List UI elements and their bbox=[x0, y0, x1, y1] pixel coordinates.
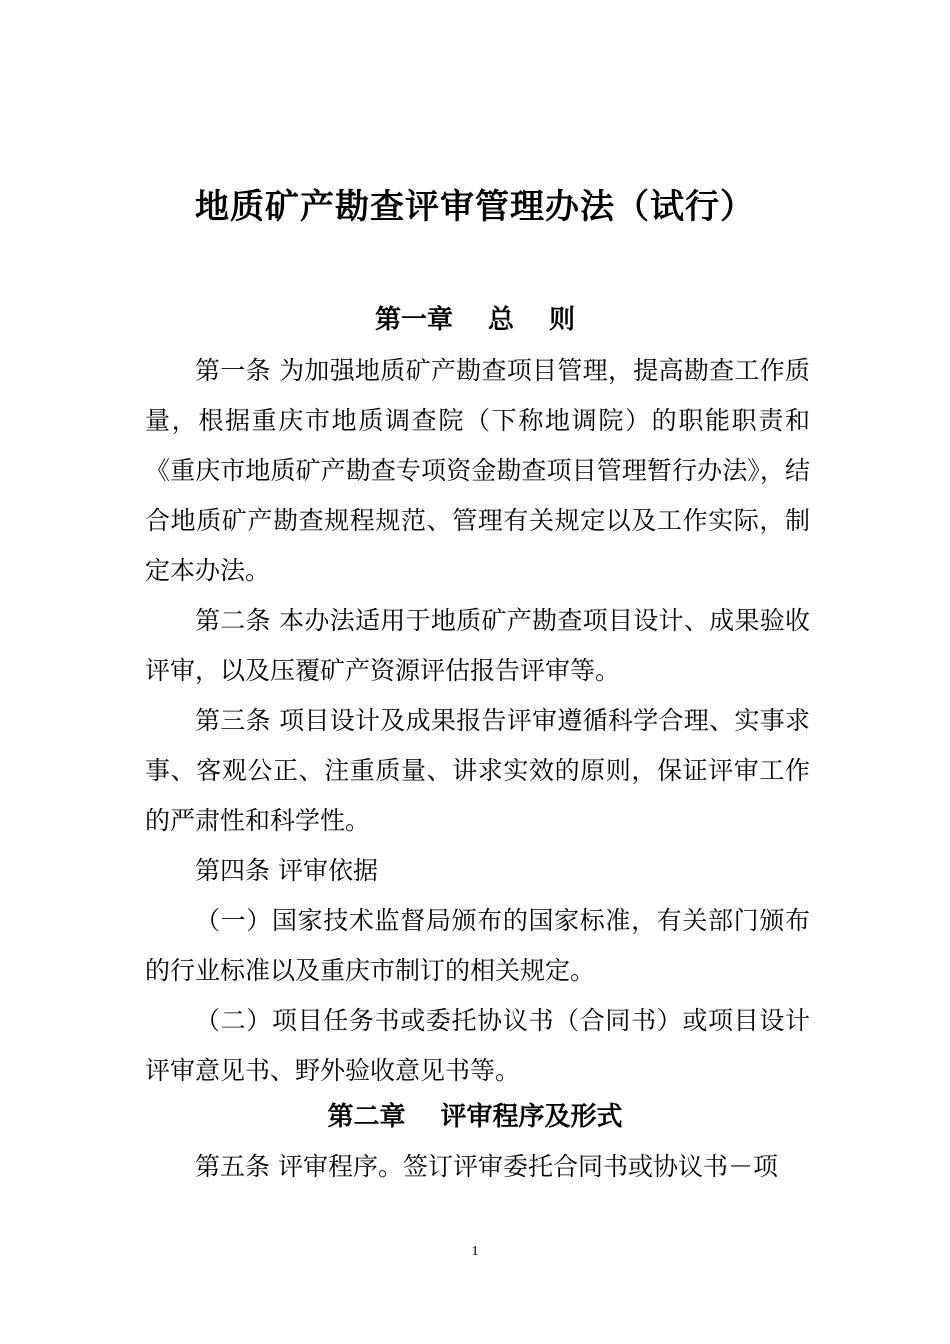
paragraph-article-2: 第二条 本办法适用于地质矿产勘查项目设计、成果验收评审，以及压覆矿产资源评估报告评审等。 bbox=[145, 606, 810, 685]
paragraph-item-1: （一）国家技术监督局颁布的国家标准，有关部门颁布的行业标准以及重庆市制订的相关规定。 bbox=[145, 906, 810, 985]
chapter-heading: 第一章 总 则 bbox=[374, 305, 576, 335]
paragraph-article-4: 第四条 评审依据 bbox=[195, 856, 378, 885]
paragraph-article-5: 第五条 评审程序。签订评审委托合同书或协议书－项 bbox=[195, 1152, 778, 1181]
paragraph-article-1: 第一条 为加强地质矿产勘查项目管理，提高勘查工作质量，根据重庆市地质调查院（下称地调院）的职能职责和《重庆市地质矿产勘查专项资金勘查项目管理暂行办法》，结合地质矿产勘查规程规范、管理有关规定以及工作实际，制定本办法。 bbox=[145, 356, 810, 585]
chapter-heading: 第二章 评审程序及形式 bbox=[327, 1102, 623, 1132]
document-title: 地质矿产勘查评审管理办法（试行） bbox=[195, 187, 755, 227]
paragraph-item-2: （二）项目任务书或委托协议书（合同书）或项目设计评审意见书、野外验收意见书等。 bbox=[145, 1006, 810, 1085]
page-number: 1 bbox=[471, 1244, 479, 1259]
paragraph-article-3: 第三条 项目设计及成果报告评审遵循科学合理、实事求事、客观公正、注重质量、讲求实效的原则，保证评审工作的严肃性和科学性。 bbox=[145, 706, 810, 835]
